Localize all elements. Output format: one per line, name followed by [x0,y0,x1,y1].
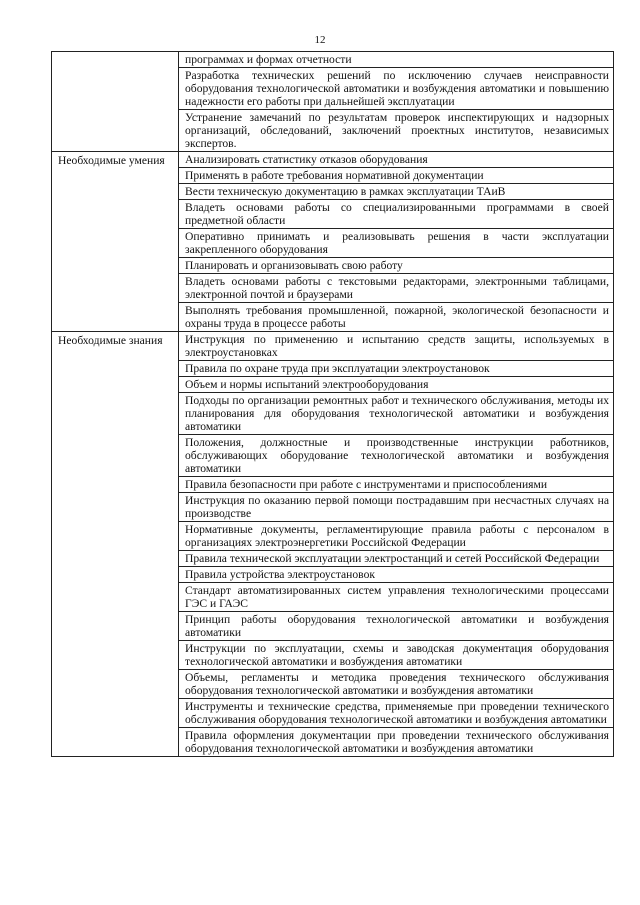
list-item: программах и формах отчетности [179,52,613,68]
list-item: Правила оформления документации при проведении технического обслуживания оборудования технологической автоматики и возбуждения автоматики [185,729,609,755]
row-items [179,332,614,757]
list-item: Правила устройства электроустановок [179,567,613,583]
list-item: Принцип работы оборудования технологической автоматики и возбуждения автоматики [179,612,613,641]
list-item: Анализировать статистику отказов оборудования [179,152,613,168]
list-item: Положения, должностные и производственные инструкции работников, обслуживающих оборудование технологической автоматики и возбуждения автоматики [179,435,613,477]
list-item: Стандарт автоматизированных систем управления технологическими процессами ГЭС и ГАЭС [179,583,613,612]
list-item: Правила по охране труда при эксплуатации электроустановок [179,361,613,377]
list-item: Инструкции по эксплуатации, схемы и заводская документация оборудования технологической автоматики и возбуждения автоматики [179,641,613,670]
row-items [179,52,614,152]
list-item: Владеть основами работы с текстовыми редакторами, электронными таблицами, электронной почтой и браузерами [179,274,613,303]
list-item: Инструкция по применению и испытанию средств защиты, используемых в электроустановках [179,332,613,361]
list-item: Объем и нормы испытаний электрооборудования [179,377,613,393]
row-items [179,152,614,332]
row-label: Необходимые умения [52,152,179,332]
competency-table [51,51,614,757]
list-item: Нормативные документы, регламентирующие правила работы с персоналом в организациях электроэнергетики Российской Федерации [179,522,613,551]
list-item: Правила технической эксплуатации электростанций и сетей Российской Федерации [179,551,613,567]
row-label: Необходимые знания [52,332,179,757]
list-item: Владеть основами работы со специализированными программами в своей предметной области [179,200,613,229]
list-item: Правила безопасности при работе с инструментами и приспособлениями [179,477,613,493]
table-row-knowledge [52,332,614,757]
list-item: Вести техническую документацию в рамках эксплуатации ТАиВ [179,184,613,200]
row-label [52,52,179,152]
list-item: Выполнять требования промышленной, пожарной, экологической безопасности и охраны труда в процессе работы [185,304,609,330]
list-item: Планировать и организовывать свою работу [179,258,613,274]
list-item: Объемы, регламенты и методика проведения технического обслуживания оборудования технологической автоматики и возбуждения автоматики [179,670,613,699]
list-item: Инструменты и технические средства, применяемые при проведении технического обслуживания оборудования технологической автоматики и возбуждения автоматики [179,699,613,728]
table-row-skills [52,152,614,332]
list-item: Инструкция по оказанию первой помощи пострадавшим при несчастных случаях на производстве [179,493,613,522]
list-item: Подходы по организации ремонтных работ и технического обслуживания, методы их планирования для оборудования технологической автоматики и возбуждения автоматики [179,393,613,435]
table-row-continuation [52,52,614,152]
list-item: Разработка технических решений по исключению случаев неисправности оборудования технологической автоматики и возбуждения автоматики и повышению надежности его работы при дальнейшей эксплуатации [179,68,613,110]
list-item: Применять в работе требования нормативной документации [179,168,613,184]
list-item: Устранение замечаний по результатам проверок инспектирующих и надзорных организаций, обследований, заключений проектных институтов, независимых экспертов. [185,111,609,150]
list-item: Оперативно принимать и реализовывать решения в части эксплуатации закрепленного оборудования [179,229,613,258]
page-number: 12 [314,34,326,46]
